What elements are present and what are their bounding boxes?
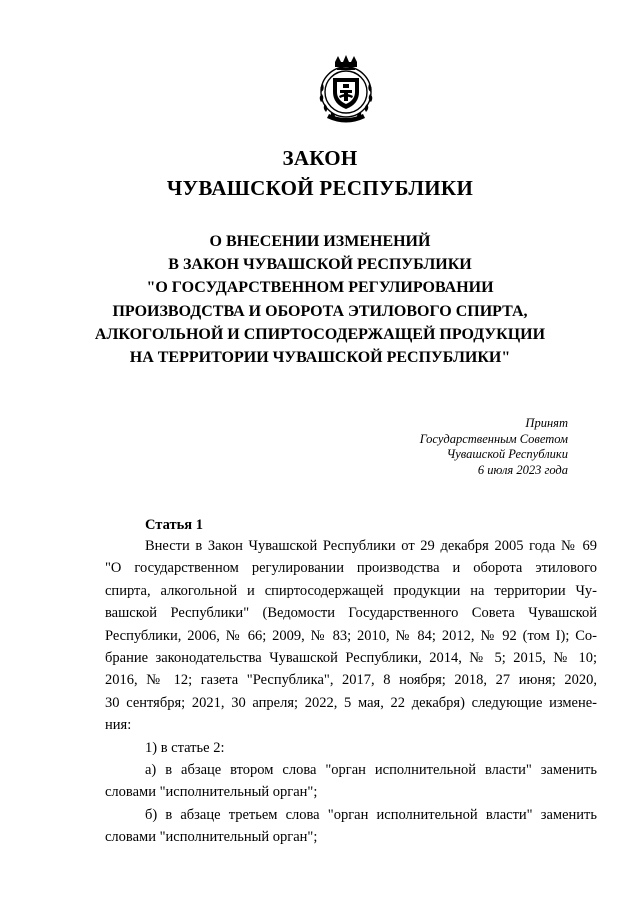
body-line: словами "исполнительный орган";: [105, 784, 318, 801]
document-type-title: ЗАКОН: [282, 146, 358, 170]
adoption-note-line: Принят: [525, 416, 568, 430]
article-heading: Статья 1: [145, 517, 203, 533]
body-line: 1) в статье 2:: [145, 739, 225, 756]
subtitle-line: АЛКОГОЛЬНОЙ И СПИРТОСОДЕРЖАЩЕЙ ПРОДУКЦИИ: [94, 325, 546, 343]
subtitle-line: В ЗАКОН ЧУВАШСКОЙ РЕСПУБЛИКИ: [168, 256, 472, 274]
subtitle-line: О ВНЕСЕНИИ ИЗМЕНЕНИЙ: [209, 233, 431, 250]
body-line: б) в абзаце третьем слова "орган исполнительной власти" заменить: [145, 806, 597, 823]
adoption-note-line: Государственным Советом: [419, 431, 568, 446]
body-line: брание законодательства Чувашской Республики, 2014, № 5; 2015, № 10;: [105, 650, 597, 667]
body-line: 30 сентября; 2021, 30 апреля; 2022, 5 мая, 22 декабря) следующие измене-: [105, 694, 597, 711]
subtitle-line: НА ТЕРРИТОРИИ ЧУВАШСКОЙ РЕСПУБЛИКИ": [129, 349, 511, 367]
adoption-note: [400, 416, 568, 478]
body-line: "О государственном регулировании производства и оборота этилового: [105, 560, 597, 577]
body-line: Республики, 2006, № 66; 2009, № 83; 2010, № 84; 2012, № 92 (том I); Со-: [105, 627, 597, 644]
body-line: словами "исполнительный орган";: [105, 829, 318, 846]
article-body: [105, 535, 597, 849]
adoption-note-line: Чувашской Республики: [446, 447, 568, 462]
issuer-title: ЧУВАШСКОЙ РЕСПУБЛИКИ: [166, 176, 474, 200]
coat-of-arms-icon: [313, 54, 379, 124]
body-line: а) в абзаце втором слова "орган исполнительной власти" заменить: [145, 762, 597, 779]
body-line: вашской Республики" (Ведомости Государственного Совета Чувашской: [105, 605, 597, 622]
body-line: ния:: [105, 717, 132, 734]
subtitle-line: "О ГОСУДАРСТВЕННОМ РЕГУЛИРОВАНИИ: [146, 279, 494, 297]
adoption-note-line: 6 июля 2023 года: [477, 462, 568, 477]
law-subtitle: [0, 230, 640, 369]
body-line: 2016, № 12; газета "Республика", 2017, 8 ноября; 2018, 27 июня; 2020,: [105, 672, 597, 689]
body-line: спирта, алкогольной и спиртосодержащей продукции на территории Чу-: [105, 582, 597, 599]
subtitle-line: ПРОИЗВОДСТВА И ОБОРОТА ЭТИЛОВОГО СПИРТА,: [112, 302, 528, 320]
body-line: Внести в Закон Чувашской Республики от 29 декабря 2005 года № 69: [145, 538, 597, 554]
